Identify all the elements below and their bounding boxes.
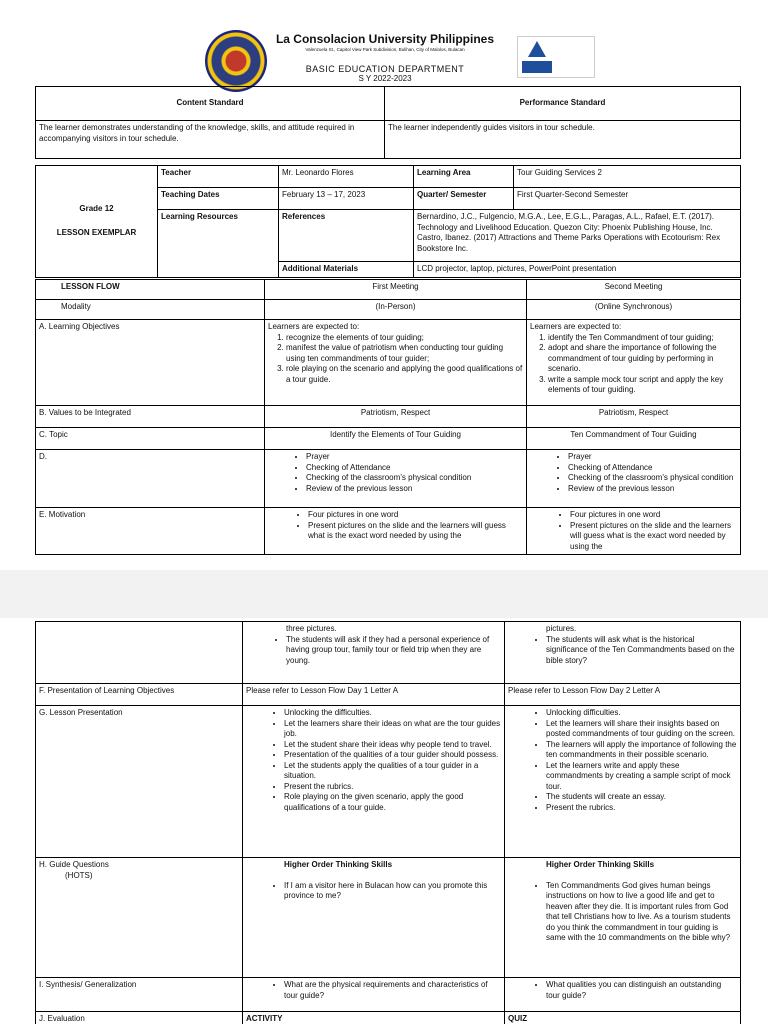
d-first: [265, 450, 527, 508]
page-2: [0, 618, 768, 1024]
list-item: • Present pictures on the slide and the learners will guess what is the exact word needed by using the: [308, 521, 523, 542]
list-item: • The students will ask if they had a personal experience of having group tour, family tour or field trip when they are young.: [286, 635, 501, 667]
list-item: • Presentation of the qualities of a tour guider should possess.: [284, 750, 501, 761]
school-year: S Y 2022-2023: [358, 74, 412, 83]
quarter-value: First Quarter-Second Semester: [514, 188, 741, 210]
list-item: • Unlocking difficulties.: [546, 708, 737, 719]
modality-label: Modality: [36, 300, 265, 320]
list-item: • What qualities you can distinguish an outstanding tour guide?: [546, 980, 737, 1001]
lesson-flow-label: LESSON FLOW: [36, 280, 265, 300]
grade-label: Grade 12: [79, 203, 114, 213]
synthesis-label: I. Synthesis/ Generalization: [36, 978, 243, 1012]
presentation-objectives-first: Please refer to Lesson Flow Day 1 Letter A: [243, 684, 505, 706]
list-item: • Unlocking the difficulties.: [284, 708, 501, 719]
list-item: • If I am a visitor here in Bulacan how can you promote this province to me?: [284, 881, 501, 902]
performance-standard-label: Performance Standard: [385, 87, 741, 121]
list-item: • Let the learners write and apply these commandments by creating a sample script of mock tour.: [546, 761, 737, 793]
list-item: • Let the student share their ideas why people tend to travel.: [284, 740, 501, 751]
lesson-presentation-label: G. Lesson Presentation: [36, 706, 243, 858]
objectives-first-list: [268, 333, 523, 386]
list-item: 2. manifest the value of patriotism when conducting tour guiding using ten commandments of tour guider;: [286, 343, 523, 364]
guide-questions-label: H. Guide Questions: [39, 860, 109, 869]
continued-second: [505, 622, 741, 684]
values-second: Patriotism, Respect: [527, 406, 741, 428]
list-item: • Checking of the classroom’s physical condition: [568, 473, 737, 484]
synthesis-first-list: [246, 980, 501, 1001]
motivation-label: E. Motivation: [36, 508, 265, 555]
list-item: • Checking of Attendance: [306, 463, 523, 474]
content-standard-label: Content Standard: [36, 87, 385, 121]
list-item: • Review of the previous lesson: [568, 484, 737, 495]
continued-first: [243, 622, 505, 684]
d-second-list: [530, 452, 737, 494]
evaluation-second: QUIZ: [505, 1012, 741, 1024]
objectives-label: A. Learning Objectives: [36, 320, 265, 406]
lesson-presentation-first: [243, 706, 505, 858]
quarter-label: Quarter/ Semester: [414, 188, 514, 210]
list-item: • The students will create an essay.: [546, 792, 737, 803]
continued-second-text: pictures.: [546, 624, 577, 633]
guide-second-list: [508, 881, 737, 944]
list-item: • Let the students apply the qualities of a tour guider in a situation.: [284, 761, 501, 782]
objectives-second-list: [530, 333, 737, 396]
second-meeting-label: Second Meeting: [527, 280, 741, 300]
learning-resources-label: Learning Resources: [158, 210, 279, 278]
exemplar-label: LESSON EXEMPLAR: [56, 228, 137, 238]
lesson-presentation-second: [505, 706, 741, 858]
page-gap: [0, 570, 768, 618]
motivation-second-list: [530, 510, 737, 552]
grade-cell: [36, 166, 158, 278]
list-item: • What are the physical requirements and characteristics of tour guide?: [284, 980, 501, 1001]
lesson-flow-table: [35, 279, 741, 555]
modality-second: (Online Synchronous): [527, 300, 741, 320]
university-address: Valenzuela St., Capitol View Park Subdivision, Bulihan, City of Malolos, Bulacan: [305, 47, 465, 52]
additional-materials-label: Additional Materials: [279, 262, 414, 278]
guide-questions-second: [505, 858, 741, 978]
continued-first-list: [246, 635, 501, 667]
teaching-dates-value: February 13 – 17, 2023: [279, 188, 414, 210]
motivation-second: [527, 508, 741, 555]
list-item: • Present pictures on the slide and the learners will guess what is the exact word needed by using the: [570, 521, 737, 553]
list-item: • The students will ask what is the historical significance of the Ten Commandments based on the bible story?: [546, 635, 737, 667]
guide-questions-cell: [36, 858, 243, 978]
evaluation-first: ACTIVITY: [243, 1012, 505, 1024]
list-item: • Checking of Attendance: [568, 463, 737, 474]
topic-second: Ten Commandment of Tour Guiding: [527, 428, 741, 450]
teaching-dates-label: Teaching Dates: [158, 188, 279, 210]
list-item: • Prayer: [568, 452, 737, 463]
performance-standard-text: The learner independently guides visitors in tour schedule.: [385, 121, 741, 159]
teacher-value: Mr. Leonardo Flores: [279, 166, 414, 188]
lesson-flow-continued-table: [35, 621, 741, 1024]
synthesis-second-list: [508, 980, 737, 1001]
topic-first: Identify the Elements of Tour Guiding: [265, 428, 527, 450]
additional-materials-value: LCD projector, laptop, pictures, PowerPoint presentation: [414, 262, 741, 278]
department: BASIC EDUCATION DEPARTMENT: [305, 64, 465, 74]
modality-first: (In-Person): [265, 300, 527, 320]
objectives-first: [265, 320, 527, 406]
lesson-first-list: [246, 708, 501, 813]
certification-logo-icon: [517, 36, 595, 78]
guide-first-list: [246, 881, 501, 902]
list-item: • Role playing on the given scenario, apply the good qualifications of a tour guide.: [284, 792, 501, 813]
list-item: • Ten Commandments God gives human beings instructions on how to live a good life and get to heaven after they die. It is important rules from God that tell Christians how to live. As a tourism students do you think the commandment in tour guiding is same with the 10 commandments on the bible why?: [546, 881, 737, 944]
learning-area-label: Learning Area: [414, 166, 514, 188]
values-label: B. Values to be Integrated: [36, 406, 265, 428]
university-name: La Consolacion University Philippines: [275, 32, 495, 46]
objectives-intro: Learners are expected to:: [530, 322, 622, 331]
list-item: • The learners will apply the importance of following the ten commandments in their possible scenario.: [546, 740, 737, 761]
continued-first-text: three pictures.: [286, 624, 337, 633]
continued-second-list: [508, 635, 737, 667]
list-item: 3. write a sample mock tour script and apply the key elements of tour guiding.: [548, 375, 737, 396]
references-label: References: [279, 210, 414, 262]
university-heading: [270, 32, 500, 52]
list-item: • Review of the previous lesson: [306, 484, 523, 495]
list-item: 1. identify the Ten Commandment of tour guiding;: [548, 333, 737, 344]
first-meeting-label: First Meeting: [265, 280, 527, 300]
objectives-second: [527, 320, 741, 406]
motivation-first: [265, 508, 527, 555]
topic-label: C. Topic: [36, 428, 265, 450]
presentation-objectives-label: F. Presentation of Learning Objectives: [36, 684, 243, 706]
list-item: • Present the rubrics.: [546, 803, 737, 814]
list-item: • Present the rubrics.: [284, 782, 501, 793]
d-second: [527, 450, 741, 508]
university-seal-icon: [205, 30, 267, 92]
list-item: 3. role playing on the scenario and applying the good qualifications of a tour guide.: [286, 364, 523, 385]
list-item: • Let the learners share their ideas on what are the tour guides job.: [284, 719, 501, 740]
teacher-label: Teacher: [158, 166, 279, 188]
evaluation-label: J. Evaluation: [36, 1012, 243, 1024]
hots-label: Higher Order Thinking Skills: [284, 860, 393, 869]
motivation-first-list: [268, 510, 523, 542]
references-value: Bernardino, J.C., Fulgencio, M.G.A., Lee, E.G.L., Paragas, A.L., Rafael, E.T. (2017). Technology and Livelihood Education. Quezon City: Phoenix Publishing House, Inc. Castro, Ibanez. (2017) Attractions and Theme Parks Operations with Ecotourism: Rex Bookstore Inc.: [414, 210, 741, 262]
list-item: • Let the learners will share their insights based on posted commandments of tour guiding on the screen.: [546, 719, 737, 740]
list-item: • Checking of the classroom’s physical condition: [306, 473, 523, 484]
content-standard-text: The learner demonstrates understanding of the knowledge, skills, and attitude required in accompanying visitors in tour schedule.: [36, 121, 385, 159]
lesson-second-list: [508, 708, 737, 813]
d-label: D.: [36, 450, 265, 508]
presentation-objectives-second: Please refer to Lesson Flow Day 2 Letter A: [505, 684, 741, 706]
list-item: 2. adopt and share the importance of following the commandment of tour guiding by performing in scenario.: [548, 343, 737, 375]
standards-table: [35, 86, 741, 159]
list-item: • Prayer: [306, 452, 523, 463]
objectives-intro: Learners are expected to:: [268, 322, 360, 331]
list-item: • Four pictures in one word: [308, 510, 523, 521]
d-first-list: [268, 452, 523, 494]
guide-questions-sub: (HOTS): [65, 870, 93, 880]
list-item: • Four pictures in one word: [570, 510, 737, 521]
continued-label-cell: [36, 622, 243, 684]
guide-questions-first: [243, 858, 505, 978]
synthesis-first: [243, 978, 505, 1012]
learning-area-value: Tour Guiding Services 2: [514, 166, 741, 188]
list-item: 1. recognize the elements of tour guiding;: [286, 333, 523, 344]
values-first: Patriotism, Respect: [265, 406, 527, 428]
synthesis-second: [505, 978, 741, 1012]
lesson-info-table: [35, 165, 741, 278]
hots-label: Higher Order Thinking Skills: [546, 860, 655, 869]
